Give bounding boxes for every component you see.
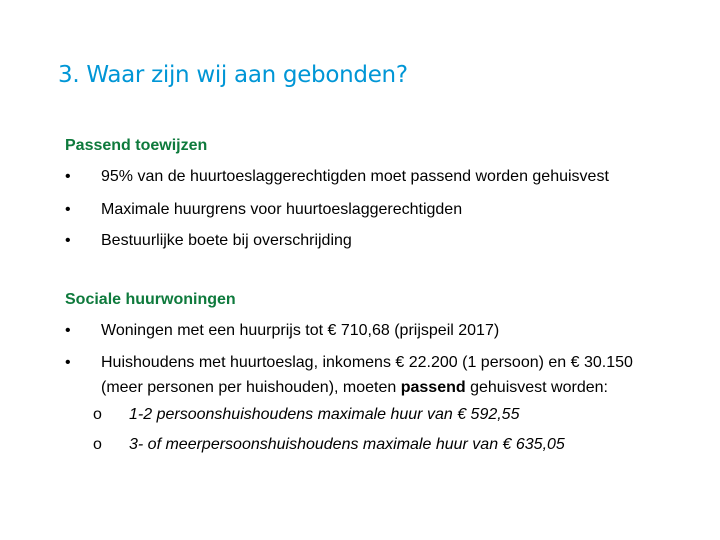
section-heading-passend-toewijzen: Passend toewijzen xyxy=(65,137,208,154)
bullet-marker: • xyxy=(65,354,71,371)
bullet-text-line2 xyxy=(101,377,608,399)
bullet-text: Maximale huurgrens voor huurtoeslaggerechtigden xyxy=(101,201,463,218)
bullet-text-line2-before: (meer personen per huishouden), moeten xyxy=(101,379,401,396)
slide-title: 3. Waar zijn wij aan gebonden? xyxy=(58,62,408,88)
bullet-marker: • xyxy=(65,232,71,249)
section-heading-sociale-huurwoningen: Sociale huurwoningen xyxy=(65,291,236,308)
bullet-text: Bestuurlijke boete bij overschrijding xyxy=(101,232,352,249)
bullet-marker: • xyxy=(65,322,71,339)
bullet-marker: • xyxy=(65,201,71,218)
bullet-text: Woningen met een huurprijs tot € 710,68 (prijspeil 2017) xyxy=(101,322,500,339)
sub-bullet-text: 1-2 persoonshuishoudens maximale huur van € 592,55 xyxy=(129,406,520,423)
bullet-marker: • xyxy=(65,168,71,185)
sub-bullet-marker: o xyxy=(93,406,102,423)
bullet-text-line2-after: gehuisvest worden: xyxy=(465,379,608,396)
bullet-text: 95% van de huurtoeslaggerechtigden moet passend worden gehuisvest xyxy=(101,168,609,185)
bullet-text-emphasis: passend xyxy=(400,379,466,396)
sub-bullet-text: 3- of meerpersoonshuishoudens maximale huur van € 635,05 xyxy=(129,436,565,453)
sub-bullet-marker: o xyxy=(93,436,102,453)
bullet-text-line1: Huishoudens met huurtoeslag, inkomens € 22.200 (1 persoon) en € 30.150 xyxy=(101,354,633,371)
